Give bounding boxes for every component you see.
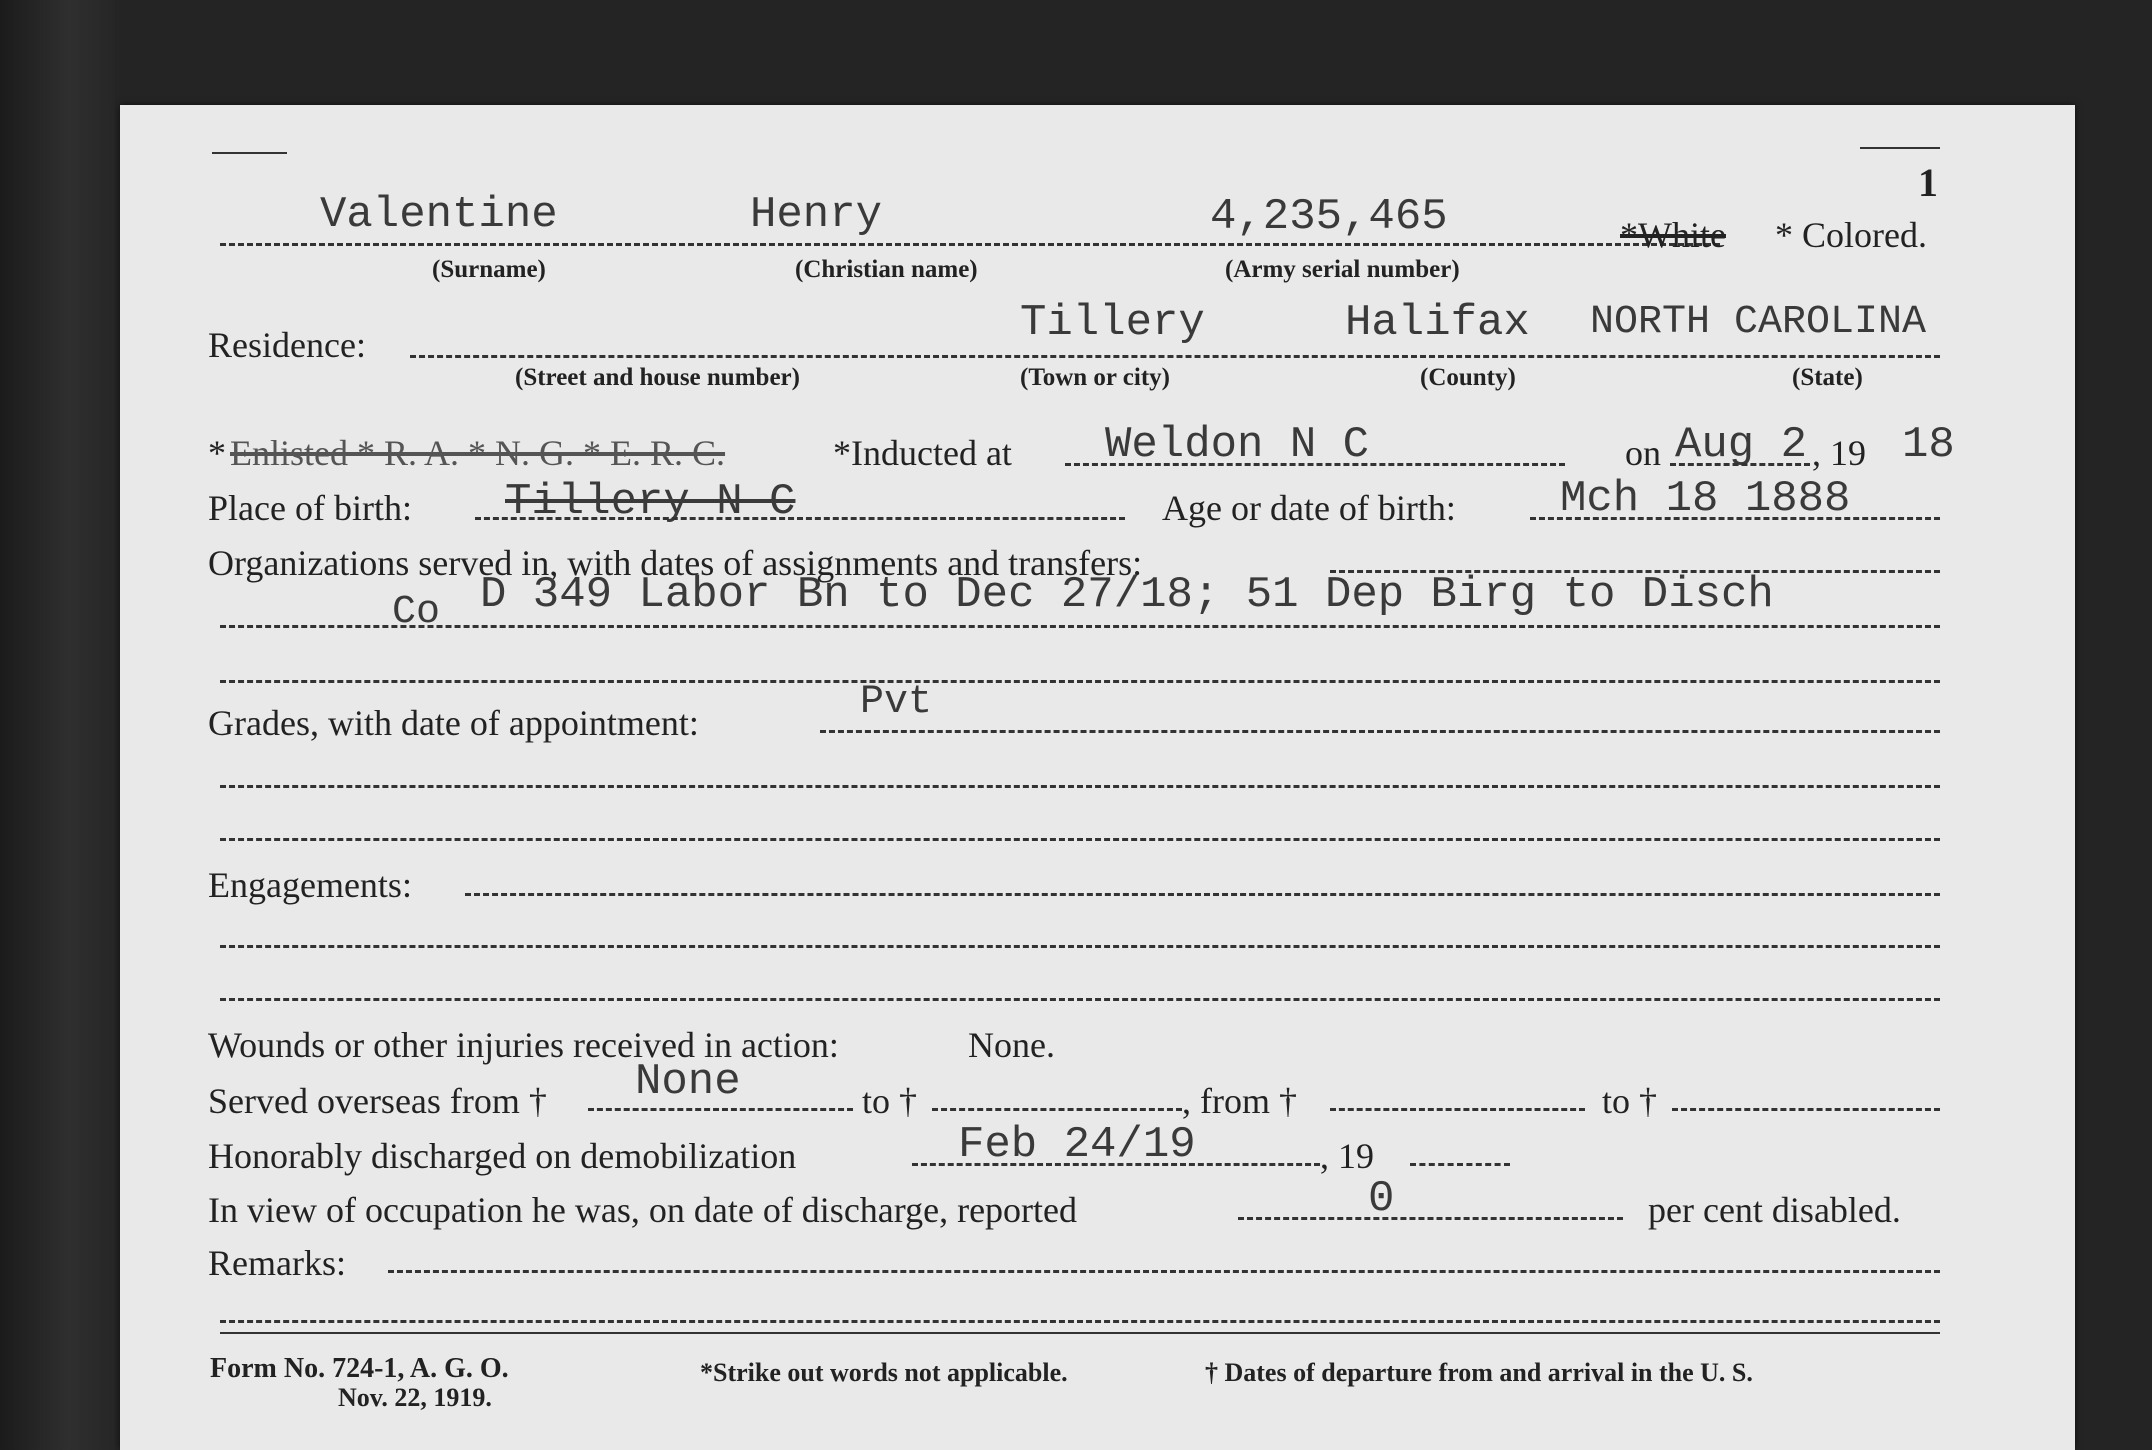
- town-caption: (Town or city): [1020, 364, 1170, 391]
- age-label: Age or date of birth:: [1162, 488, 1456, 528]
- grades-line-3: [220, 838, 1940, 841]
- residence-town-value: Tillery: [1020, 298, 1205, 348]
- enlisted-struck-options: Enlisted * R. A. * N. G. * E. R. C.: [230, 433, 726, 473]
- engagements-label: Engagements:: [208, 865, 412, 905]
- footnote-strike-out: *Strike out words not applicable.: [700, 1358, 1068, 1387]
- inducted-place-line: [1065, 463, 1565, 466]
- inducted-label: *Inducted at: [833, 433, 1012, 473]
- surname-caption: (Surname): [432, 256, 546, 283]
- overseas-to-label-2: to †: [1602, 1081, 1658, 1121]
- top-left-rule: [212, 152, 287, 154]
- place-of-birth-line: [475, 517, 1125, 520]
- county-caption: (County): [1420, 364, 1516, 391]
- page-number: 1: [1918, 160, 1938, 205]
- overseas-from-line-2: [1330, 1108, 1585, 1111]
- scan-background-edge: [0, 0, 115, 1450]
- form-number: Form No. 724-1, A. G. O.: [210, 1353, 509, 1384]
- residence-label: Residence:: [208, 325, 366, 365]
- on-label: on: [1625, 433, 1661, 473]
- discharge-year-label: , 19: [1320, 1136, 1374, 1176]
- disability-value: 0: [1368, 1174, 1395, 1224]
- organizations-value: D 349 Labor Bn to Dec 27/18; 51 Dep Birg to Disch: [480, 570, 1774, 620]
- remarks-line-2: [220, 1320, 1940, 1323]
- engagements-line-2: [220, 945, 1940, 948]
- date-of-birth-line: [1530, 517, 1940, 520]
- year-prefix: , 19: [1812, 433, 1866, 473]
- inducted-place-value: Weldon N C: [1105, 420, 1370, 470]
- colored-label: * Colored.: [1775, 215, 1927, 255]
- serial-number-value: 4,235,465: [1210, 192, 1448, 242]
- grades-line-1: [820, 730, 1940, 733]
- name-row-line: [220, 243, 1720, 246]
- overseas-to-label-1: to †: [862, 1081, 918, 1121]
- christian-name-caption: (Christian name): [795, 256, 978, 283]
- induction-date-line: [1670, 463, 1810, 466]
- street-caption: (Street and house number): [515, 364, 800, 391]
- discharge-date-line: [912, 1163, 1320, 1166]
- organizations-co-value: Co: [392, 590, 441, 635]
- wounds-label: Wounds or other injuries received in action:: [208, 1025, 839, 1065]
- discharge-year-line: [1410, 1163, 1510, 1166]
- disability-label: In view of occupation he was, on date of discharge, reported: [208, 1190, 1078, 1230]
- surname-value: Valentine: [320, 190, 558, 240]
- enlisted-star: *: [208, 433, 226, 473]
- overseas-from-label: Served overseas from †: [208, 1081, 547, 1121]
- grades-label: Grades, with date of appointment:: [208, 703, 699, 743]
- footnote-dates: † Dates of departure from and arrival in the U. S.: [1205, 1358, 1753, 1387]
- place-of-birth-label: Place of birth:: [208, 488, 412, 528]
- grades-line-2: [220, 785, 1940, 788]
- induction-date-value: Aug 2: [1675, 420, 1808, 470]
- disability-line: [1238, 1217, 1623, 1220]
- discharge-label: Honorably discharged on demobilization: [208, 1136, 797, 1176]
- overseas-to-line-2: [1672, 1108, 1940, 1111]
- serial-number-caption: (Army serial number): [1225, 256, 1460, 283]
- residence-county-value: Halifax: [1345, 298, 1530, 348]
- white-label: *White: [1620, 215, 1726, 255]
- induction-year-value: 18: [1902, 420, 1955, 470]
- overseas-to-line-1: [932, 1108, 1182, 1111]
- residence-line: [410, 355, 1940, 358]
- top-right-rule: [1860, 147, 1940, 149]
- remarks-label: Remarks:: [208, 1243, 346, 1283]
- wounds-value: None.: [968, 1025, 1055, 1065]
- overseas-value: None: [635, 1057, 741, 1107]
- engagements-line-3: [220, 998, 1940, 1001]
- overseas-from-label-2: , from †: [1182, 1081, 1297, 1121]
- form-date: Nov. 22, 1919.: [338, 1383, 492, 1412]
- residence-state-value: NORTH CAROLINA: [1590, 300, 1927, 345]
- engagements-line-1: [465, 893, 1940, 896]
- grades-value: Pvt: [860, 680, 933, 725]
- organizations-line-1: [220, 625, 1940, 628]
- organizations-line-2: [220, 680, 1940, 683]
- organizations-label: Organizations served in, with dates of assignments and transfers:: [208, 543, 1143, 583]
- overseas-from-line: [588, 1108, 853, 1111]
- place-of-birth-value: Tillery N C: [505, 477, 796, 527]
- disability-suffix: per cent disabled.: [1648, 1190, 1901, 1230]
- state-caption: (State): [1792, 364, 1863, 391]
- service-record-card: [120, 105, 2075, 1450]
- discharge-date-value: Feb 24/19: [958, 1120, 1196, 1170]
- footer-rule: [220, 1332, 1940, 1334]
- remarks-line-1: [388, 1270, 1940, 1273]
- christian-name-value: Henry: [750, 190, 883, 240]
- date-of-birth-value: Mch 18 1888: [1560, 474, 1851, 524]
